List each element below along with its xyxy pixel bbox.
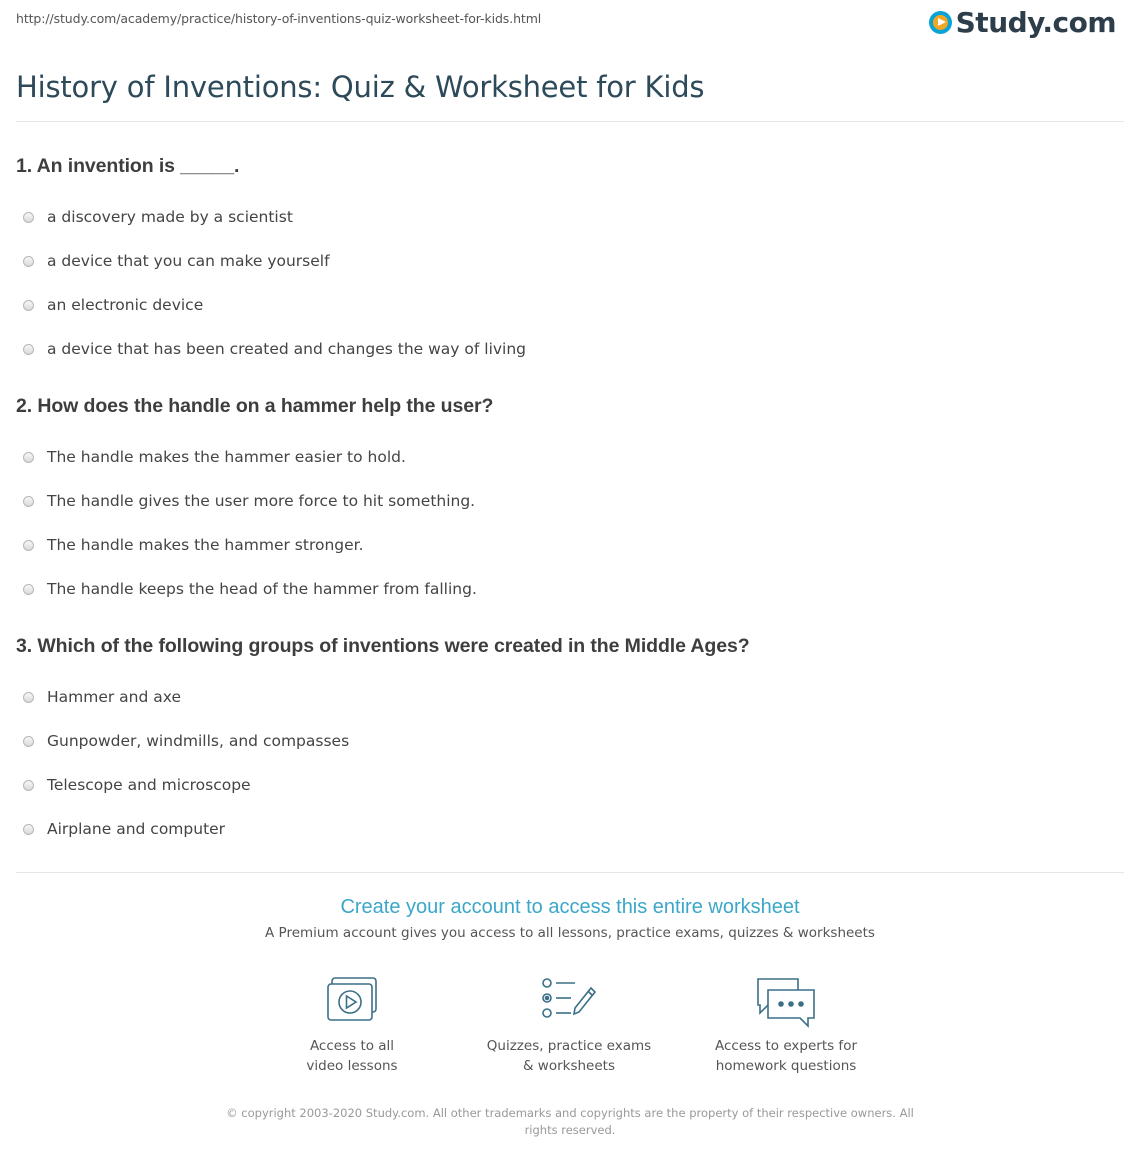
cta-subtitle: A Premium account gives you access to all lessons, practice exams, quizzes & worksheets [265,925,875,941]
radio-button[interactable] [23,344,34,355]
option-label: Telescope and microscope [47,776,251,794]
option-label: Airplane and computer [47,820,226,838]
radio-button[interactable] [23,212,34,223]
radio-button[interactable] [23,736,34,747]
option-label: a device that has been created and changes the way of living [47,340,527,358]
page-title: History of Inventions: Quiz & Worksheet for Kids [16,70,705,104]
option-label: Hammer and axe [47,688,182,706]
feature-label: Access to experts for homework questions [714,1038,857,1074]
radio-button[interactable] [23,540,34,551]
radio-button[interactable] [23,780,34,791]
options-list [16,675,750,851]
answer-option[interactable] [16,283,526,327]
feature-label: Access to all video lessons [306,1038,398,1074]
answer-option[interactable] [16,479,493,523]
answer-option[interactable] [16,435,493,479]
cta-divider [16,872,1124,873]
answer-option[interactable] [16,327,526,371]
answer-option[interactable] [16,763,750,807]
page-url: http://study.com/academy/practice/history-of-inventions-quiz-worksheet-for-kids.html [16,11,542,26]
study-logo[interactable] [929,6,1116,39]
question-1 [16,155,526,371]
feature-quizzes [469,976,669,1076]
answer-option[interactable] [16,195,526,239]
option-label: The handle keeps the head of the hammer from falling. [47,580,477,598]
option-label: The handle makes the hammer easier to hold. [47,448,406,466]
radio-button[interactable] [23,692,34,703]
quiz-checklist-icon [541,976,597,1022]
copyright-notice: © copyright 2003-2020 Study.com. All other trademarks and copyrights are the property of their respective owners. All rights reserved. [226,1106,914,1137]
options-list [16,195,526,371]
answer-option[interactable] [16,523,493,567]
answer-option[interactable] [16,239,526,283]
answer-option[interactable] [16,675,750,719]
logo-text: Study.com [955,6,1116,39]
question-text: 1. An invention is _____. [16,155,240,177]
question-text: 3. Which of the following groups of inventions were created in the Middle Ages? [16,635,750,657]
feature-video-lessons [252,976,452,1076]
answer-option[interactable] [16,719,750,763]
option-label: The handle gives the user more force to hit something. [47,492,476,510]
options-list [16,435,493,611]
question-2 [16,395,493,611]
feature-experts [686,976,886,1076]
question-text: 2. How does the handle on a hammer help the user? [16,395,494,417]
answer-option[interactable] [16,567,493,611]
radio-button[interactable] [23,300,34,311]
radio-button[interactable] [23,452,34,463]
radio-button[interactable] [23,496,34,507]
radio-button[interactable] [23,584,34,595]
signup-cta [0,896,1140,941]
answer-option[interactable] [16,807,750,851]
chat-bubbles-icon [754,976,818,1028]
radio-button[interactable] [23,824,34,835]
option-label: an electronic device [47,296,204,314]
play-circle-logo-icon [929,11,952,34]
radio-button[interactable] [23,256,34,267]
feature-label: Quizzes, practice exams & worksheets [486,1038,652,1074]
title-divider [16,121,1124,122]
cta-link[interactable]: Create your account to access this entire worksheet [340,896,800,918]
question-3 [16,635,750,851]
option-label: Gunpowder, windmills, and compasses [47,732,350,750]
option-label: a device that you can make yourself [47,252,330,270]
option-label: a discovery made by a scientist [47,208,293,226]
video-lessons-icon [326,976,378,1022]
option-label: The handle makes the hammer stronger. [47,536,364,554]
